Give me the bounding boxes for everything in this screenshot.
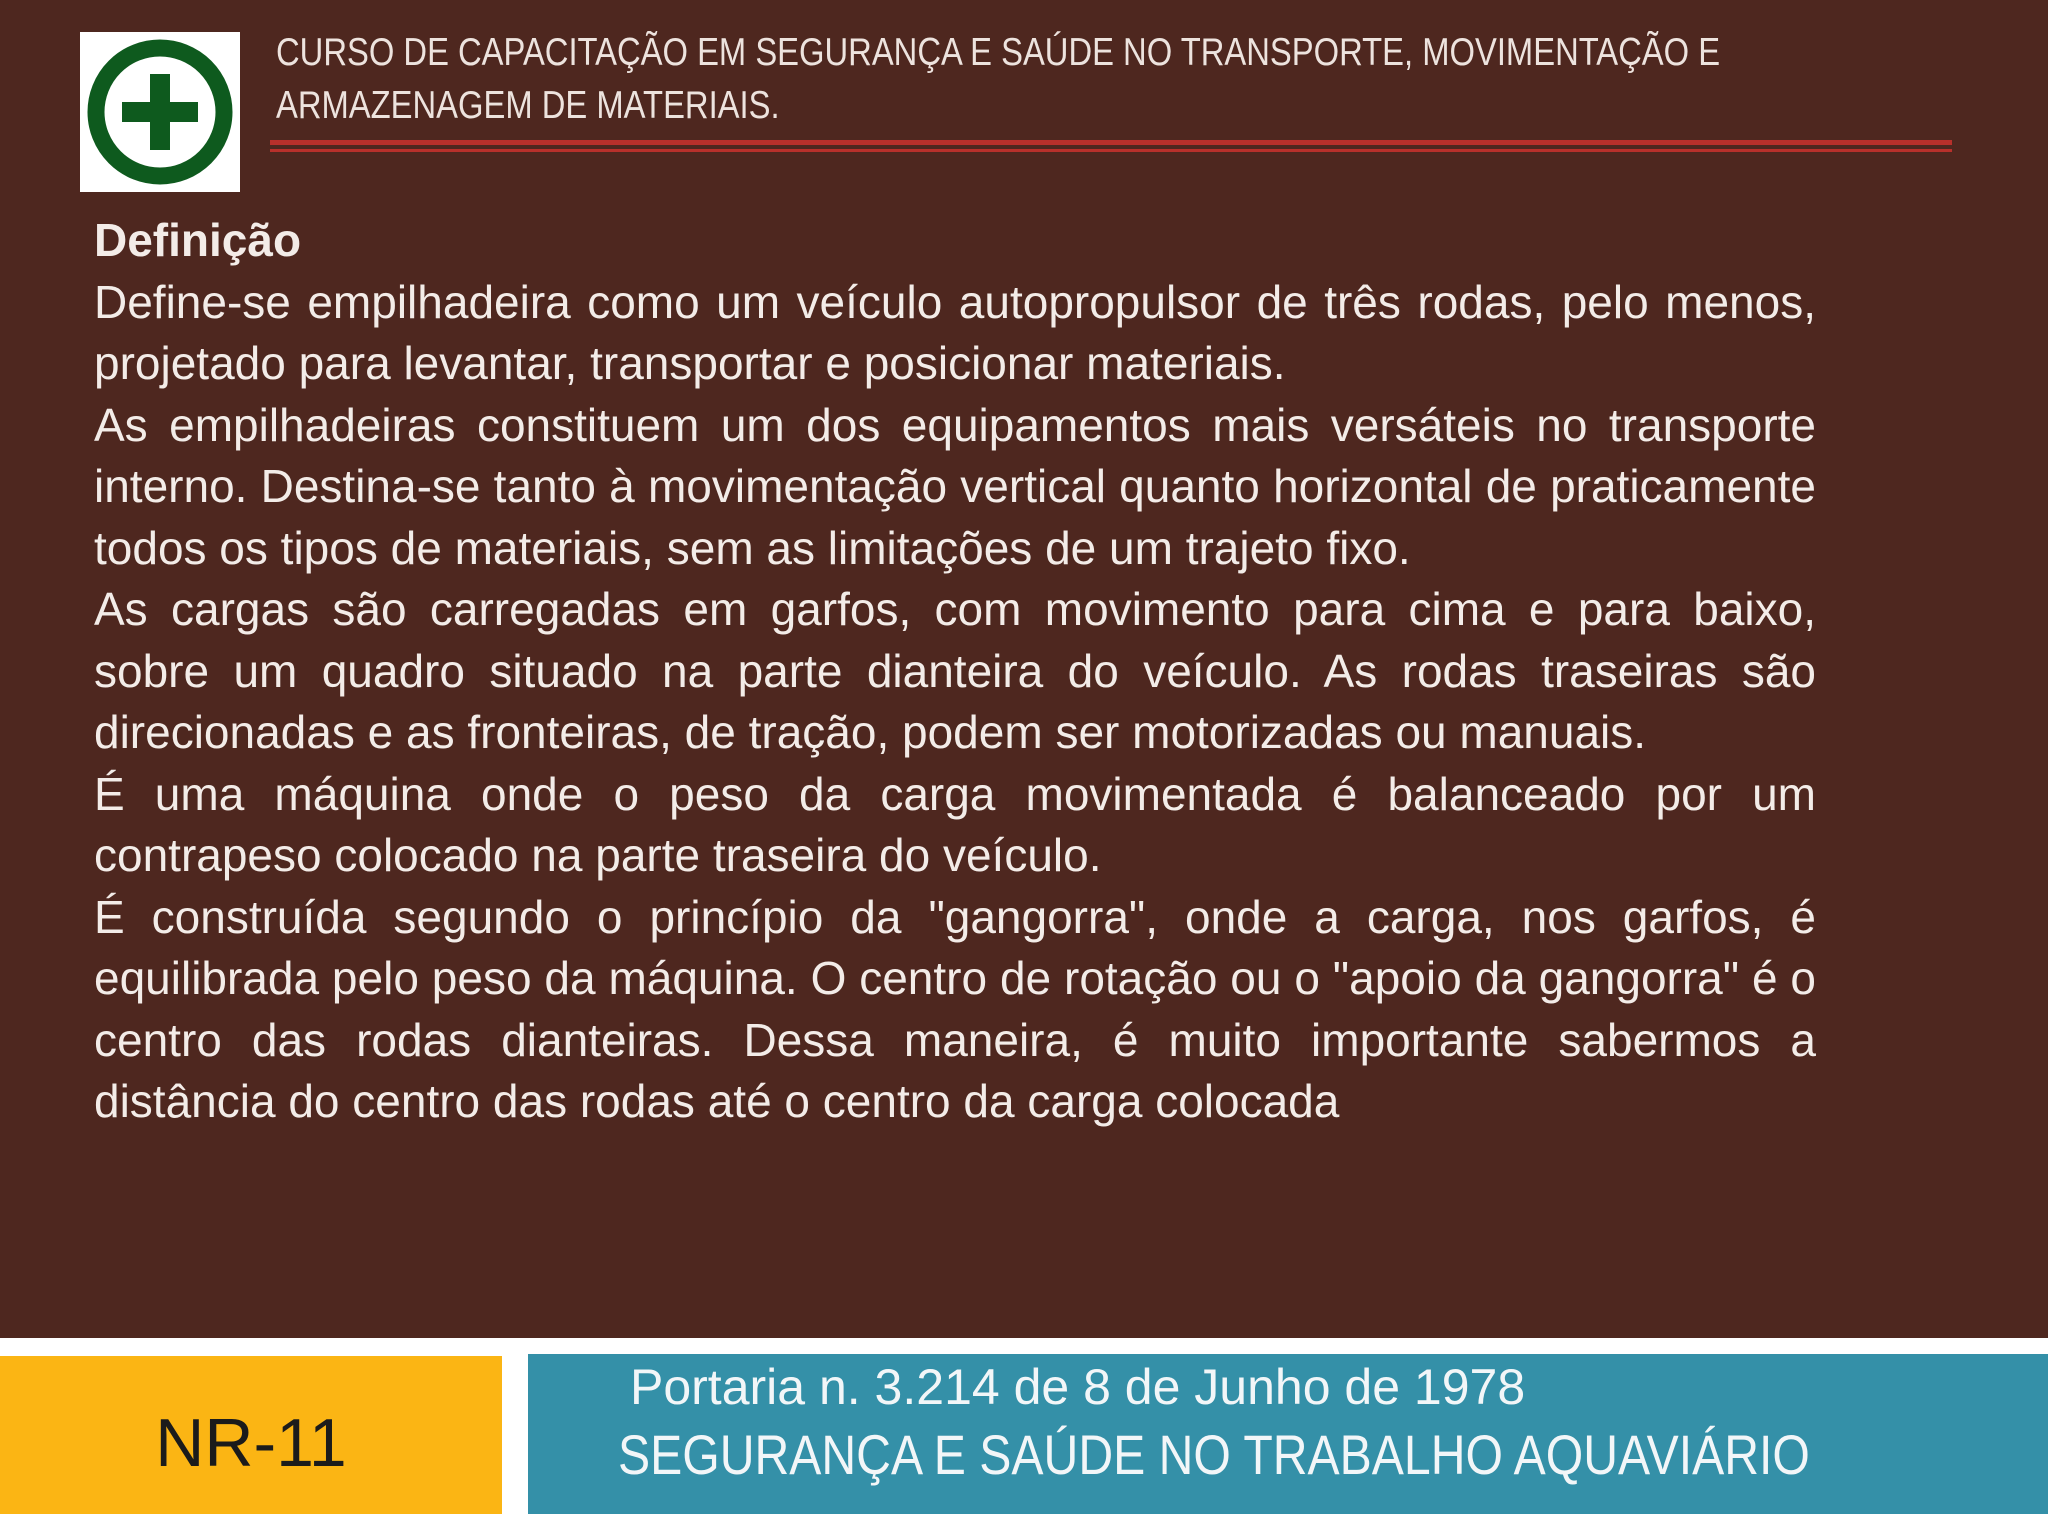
nr-badge-label: NR-11 — [155, 1405, 347, 1481]
paragraph: As empilhadeiras constituem um dos equipamentos mais versáteis no transporte interno. Destina-se tanto à movimentação vertical quanto horizontal de praticamente todos os tipos de materiais, sem as limitações de um trajeto fixo. — [94, 398, 1816, 574]
logo — [80, 32, 240, 192]
paragraph: As cargas são carregadas em garfos, com movimento para cima e para baixo, sobre um quadro situado na parte dianteira do veículo. As rodas traseiras são direcionadas e as fronteiras, de tração, podem ser motorizadas ou manuais. — [94, 583, 1816, 758]
footer-subtitle: SEGURANÇA E SAÚDE NO TRABALHO AQUAVIÁRIO — [618, 1423, 1810, 1486]
nr-badge — [0, 1356, 502, 1514]
green-cross-plus-icon — [80, 32, 240, 192]
section-heading: Definição — [94, 214, 302, 266]
paragraph: É construída segundo o princípio da "gangorra", onde a carga, nos garfos, é equilibrada pelo peso da máquina. O centro de rotação ou o "apoio da gangorra" é o centro das rodas dianteiras. Dessa maneira, é muito importante sabermos a distância do centro das rodas até o centro da carga colocada — [94, 890, 1816, 1127]
portaria-text: Portaria n. 3.214 de 8 de Junho de 1978 — [630, 1359, 1526, 1415]
main-content — [94, 210, 1816, 1133]
paragraph: É uma máquina onde o peso da carga movimentada é balanceado por um contrapeso colocado na parte traseira do veículo. — [94, 767, 1816, 881]
paragraph: Define-se empilhadeira como um veículo autopropulsor de três rodas, pelo menos, projetado para levantar, transportar e posicionar materiais. — [94, 275, 1816, 389]
header-divider — [270, 140, 1952, 145]
header-divider-thin — [270, 149, 1952, 152]
course-title: CURSO DE CAPACITAÇÃO EM SEGURANÇA E SAÚDE NO TRANSPORTE, MOVIMENTAÇÃO E ARMAZENAGEM DE MATERIAIS. — [276, 31, 1721, 127]
